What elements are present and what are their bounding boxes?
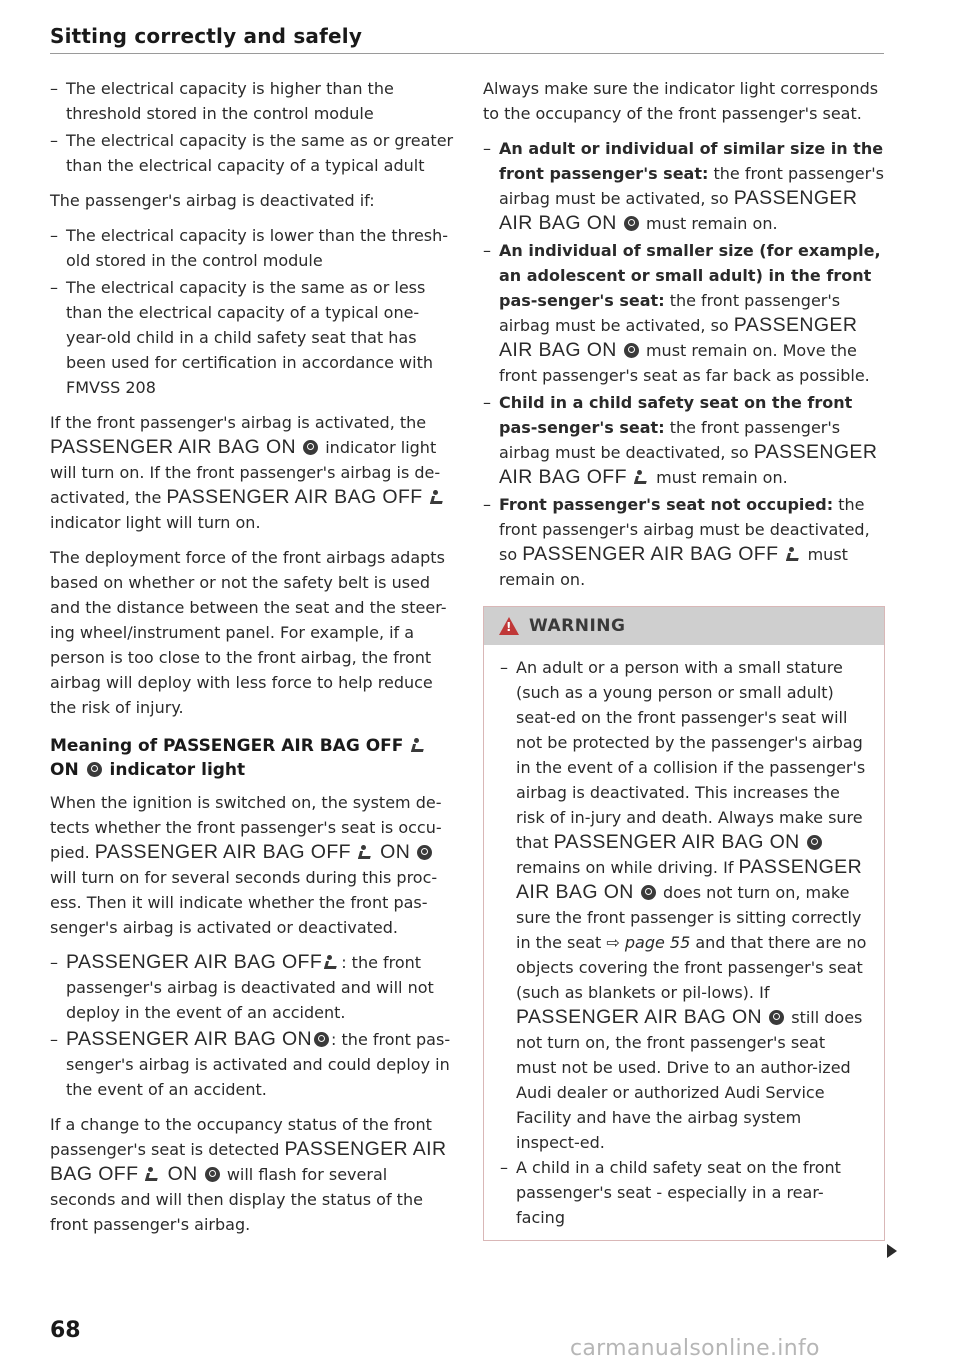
airbag-off-icon [358, 845, 373, 860]
paragraph: If a change to the occupancy status of the front passenger's seat is detected PASSENGER AIR BAG OFF ON will flash for several seconds and will then display the status of the front passenger's airbag. [50, 1115, 447, 1234]
warning-header [484, 607, 884, 645]
list-item: – An adult or a person with a small stature (such as a young person or small adult) seat-ed on the front passenger's seat will not be protected by the passenger's airbag in the event of a collision if the passenger's airbag is deactivated. This increases the risk of in-jury and death. Always make sure that PASSENGER AIR BAG ON remains on while driving. If PASSENGER AIR BAG ON does not turn on, make sure the front passenger is sitting correctly in the seat ⇨ page 55 and that there are no objects covering the front passenger's seat (such as blankets or pil-lows). If PASSENGER AIR BAG ON still does not turn on, the front passenger's seat must not be used. Drive to an author-ized Audi dealer or authorized Audi Service Facility and have the airbag system inspect-ed. [500, 655, 868, 1155]
indicator-label: PASSENGER AIR BAG OFF [66, 951, 323, 973]
paragraph: The deployment force of the front airbags adapts based on whether or not the safety belt is used and the distance between the seat and the steer-ing wheel/instrument panel. For example, if a person is too close to the front airbag, the front airbag will deploy with less force to help reduce the risk of injury. [50, 548, 447, 717]
paragraph: Always make sure the indicator light corresponds to the occupancy of the front passenger's seat. [483, 79, 879, 123]
indicator-label: PASSENGER AIR BAG OFF [522, 543, 779, 565]
list-item: – An adult or individual of similar size in the front passenger's seat: the front passenger's airbag must be activated, so PASSENGER AIR BAG ON must remain on. [483, 136, 885, 236]
section-heading: Meaning of PASSENGER AIR BAG OFF ON indicator light [50, 734, 455, 782]
airbag-off-icon [430, 490, 445, 505]
warning-triangle-icon [499, 617, 519, 635]
paragraph: When the ignition is switched on, the system de-tects whether the front passenger's seat is occu-pied. PASSENGER AIR BAG OFF ON will turn on for several seconds during this proc-ess. Then it will indicate whether the front pas-senger's airbag is activated or deactivated. [50, 793, 442, 937]
airbag-on-icon [314, 1032, 329, 1047]
indicator-label: ON [380, 841, 411, 863]
airbag-off-icon [786, 547, 801, 562]
indicator-label: PASSENGER AIR BAG ON [66, 1028, 313, 1050]
airbag-off-icon [634, 470, 649, 485]
right-column [483, 76, 885, 1241]
airbag-on-icon [641, 885, 656, 900]
list-item: – A child in a child safety seat on the front passenger's seat - especially in a rear-facing [500, 1155, 868, 1230]
left-column [50, 76, 455, 1247]
activation-conditions-list [50, 76, 455, 178]
airbag-on-icon [624, 343, 639, 358]
indicator-label: PASSENGER AIR BAG ON [516, 1006, 763, 1028]
deactivation-conditions-list [50, 223, 455, 400]
paragraph: If the front passenger's airbag is activated, the PASSENGER AIR BAG ON indicator light will turn on. If the front passenger's airbag is de-activated, the PASSENGER AIR BAG OFF indicator light will turn on. [50, 410, 455, 535]
airbag-on-icon [624, 216, 639, 231]
airbag-on-icon [807, 835, 822, 850]
airbag-on-icon [205, 1167, 220, 1182]
indicator-label: PASSENGER AIR BAG OFF [166, 486, 423, 508]
list-item: – The electrical capacity is higher than the threshold stored in the control module [50, 76, 455, 126]
page-reference-link[interactable]: ⇨ page 55 [606, 933, 691, 952]
indicator-label: PASSENGER AIR BAG OFF [94, 841, 351, 863]
airbag-on-icon [303, 440, 318, 455]
indicator-label: PASSENGER AIR BAG ON [516, 856, 863, 903]
list-item: – Front passenger's seat not occupied: the front passenger's airbag must be deactivated, so PASSENGER AIR BAG OFF must remain on. [483, 492, 885, 592]
warning-list [500, 655, 868, 1230]
running-header [50, 24, 884, 54]
continue-arrow-icon [887, 1244, 897, 1258]
list-item: – PASSENGER AIR BAG OFF : the front passenger's airbag is deactivated and will not deploy in the event of an accident. [50, 950, 455, 1025]
warning-box [483, 606, 885, 1241]
indicator-label: PASSENGER AIR BAG ON [553, 831, 800, 853]
airbag-on-icon [87, 762, 102, 777]
list-item: – The electrical capacity is the same as or greater than the electrical capacity of a typical adult [50, 128, 455, 178]
airbag-off-icon [145, 1167, 160, 1182]
section-title: Sitting correctly and safely [50, 24, 363, 48]
watermark: carmanualsonline.info [570, 1336, 820, 1361]
list-item: – An individual of smaller size (for example, an adolescent or small adult) in the front pas-senger's seat: the front passenger's airbag must be activated, so PASSENGER AIR BAG ON must remain on. Move the front passenger's seat as far back as possible. [483, 238, 885, 388]
airbag-on-icon [417, 845, 432, 860]
paragraph: The passenger's airbag is deactivated if: [50, 191, 375, 210]
occupancy-list [483, 136, 885, 592]
list-item: – Child in a child safety seat on the front pas-senger's seat: the front passenger's airbag must be deactivated, so PASSENGER AIR BAG OFF must remain on. [483, 390, 885, 490]
indicator-label: PASSENGER AIR BAG ON [499, 187, 858, 234]
indicator-meaning-list [50, 950, 455, 1102]
airbag-on-icon [769, 1010, 784, 1025]
warning-title: WARNING [529, 615, 626, 636]
indicator-label: PASSENGER AIR BAG ON [50, 436, 297, 458]
indicator-label: PASSENGER AIR BAG OFF [50, 1138, 447, 1185]
airbag-off-icon [324, 955, 339, 970]
indicator-label: PASSENGER AIR BAG ON [499, 314, 858, 361]
page-number: 68 [50, 1318, 81, 1343]
list-item: – The electrical capacity is lower than the thresh-old stored in the control module [50, 223, 455, 273]
airbag-off-icon [411, 738, 426, 753]
warning-body [484, 645, 884, 1230]
indicator-label: ON [167, 1163, 198, 1185]
indicator-label: PASSENGER AIR BAG OFF [499, 441, 878, 488]
list-item: – The electrical capacity is the same as or less than the electrical capacity of a typical one-year-old child in a child safety seat that has been used for certification in accordance with FMVSS 208 [50, 275, 455, 400]
list-item: – PASSENGER AIR BAG ON : the front pas-senger's airbag is activated and could deploy in the event of an accident. [50, 1027, 455, 1102]
